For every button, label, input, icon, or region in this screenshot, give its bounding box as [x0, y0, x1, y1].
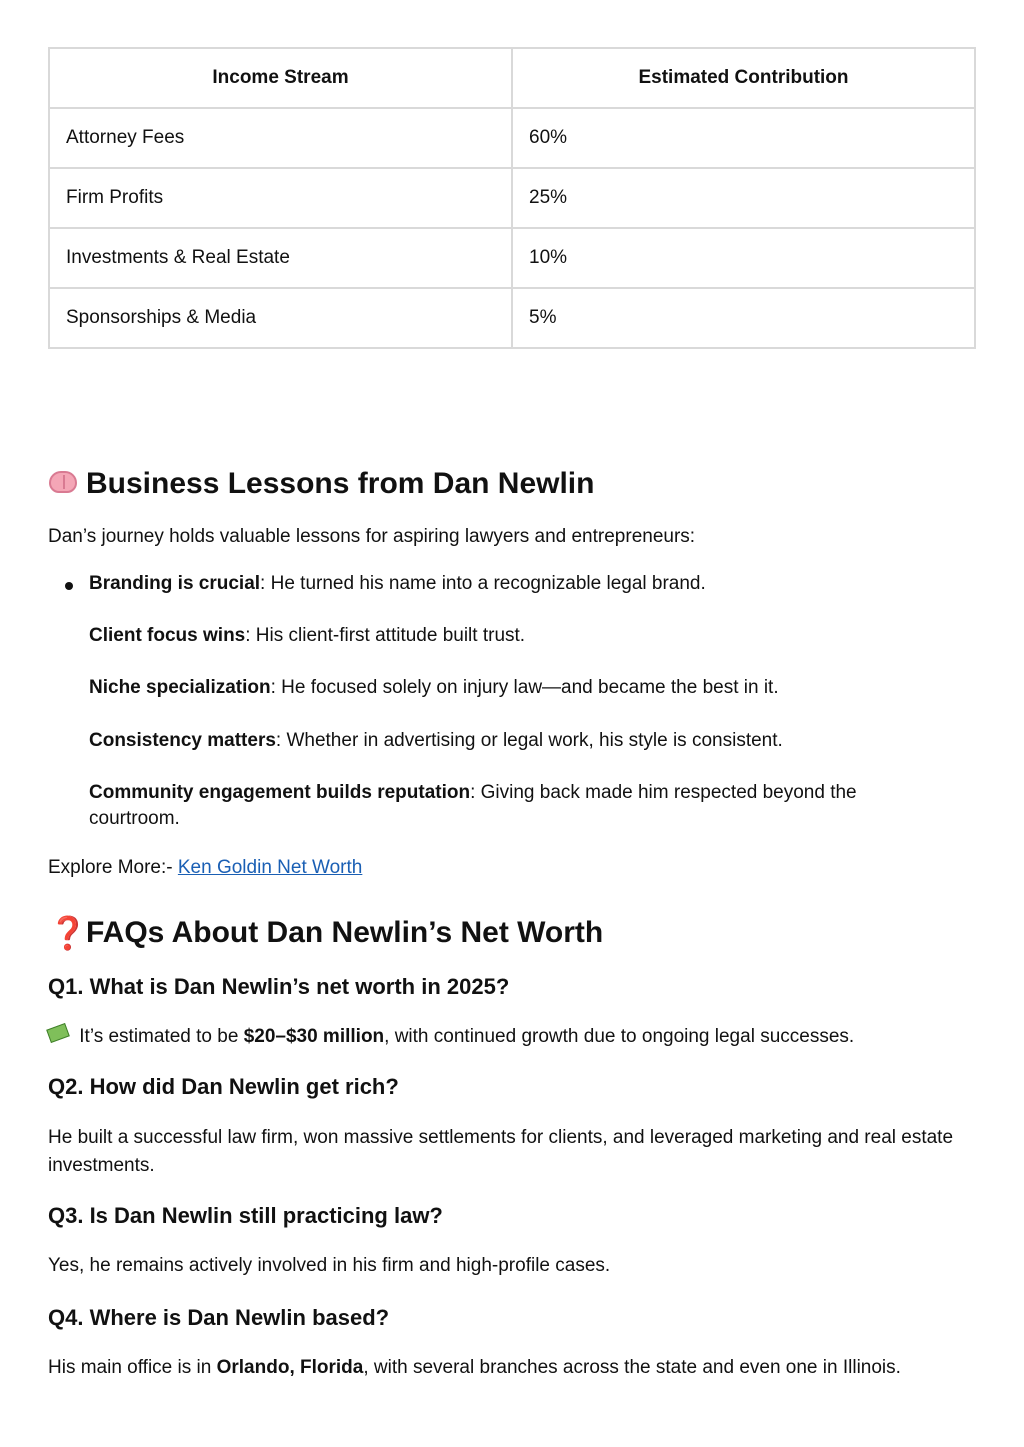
faq-heading: [48, 913, 603, 953]
lesson-text: : He focused solely on injury law—and became the best in it.: [270, 677, 779, 698]
faq-answer: He built a successful law firm, won massive settlements for clients, and leveraged marketing and real estate investments.: [48, 1127, 954, 1176]
lesson-text: : He turned his name into a recognizable legal brand.: [260, 573, 706, 594]
answer-bold: $20–$30 million: [243, 1026, 385, 1047]
list-item: [89, 780, 949, 832]
answer-pre: It’s estimated to be: [74, 1026, 244, 1047]
contribution-cell: 25%: [512, 168, 975, 228]
faq-answer: [48, 1354, 976, 1382]
lesson-term: Branding is crucial: [89, 573, 261, 594]
table-row: [49, 108, 975, 168]
faq-answer: Yes, he remains actively involved in his firm and high-profile cases.: [48, 1255, 611, 1276]
faq-question: Q4. Where is Dan Newlin based?: [48, 1305, 390, 1330]
contribution-cell: 5%: [512, 288, 975, 348]
lesson-text: : Whether in advertising or legal work, his style is consistent.: [275, 730, 783, 751]
lesson-text: : Giving back made him respected beyond the courtroom.: [89, 782, 857, 829]
document-page: [48, 47, 976, 1378]
table-row: [49, 228, 975, 288]
money-with-wings-icon: [46, 1023, 70, 1043]
faq-answer: [48, 1023, 976, 1051]
income-table: [48, 47, 976, 349]
brain-icon: [48, 464, 78, 504]
answer-post: , with continued growth due to ongoing legal successes.: [384, 1026, 855, 1047]
list-item: [89, 675, 949, 701]
income-stream-cell: Attorney Fees: [49, 108, 512, 168]
faq-question: Q1. What is Dan Newlin’s net worth in 2025?: [48, 974, 510, 999]
faq-question: Q3. Is Dan Newlin still practicing law?: [48, 1203, 443, 1228]
table-header-row: [49, 48, 975, 108]
income-stream-cell: Sponsorships & Media: [49, 288, 512, 348]
list-item: [89, 571, 949, 597]
income-stream-cell: Investments & Real Estate: [49, 228, 512, 288]
list-item: [89, 728, 949, 754]
explore-more: [48, 854, 976, 882]
lesson-term: Niche specialization: [89, 677, 271, 698]
answer-post: , with several branches across the state and even one in Illinois.: [363, 1357, 901, 1378]
answer-pre: His main office is in: [48, 1357, 217, 1378]
lesson-term: Consistency matters: [89, 730, 276, 751]
faq-title: FAQs About Dan Newlin’s Net Worth: [86, 916, 604, 949]
lessons-intro: Dan’s journey holds valuable lessons for aspiring lawyers and entrepreneurs:: [48, 526, 696, 547]
faq-question: Q2. How did Dan Newlin get rich?: [48, 1074, 399, 1099]
lesson-text: : His client-first attitude built trust.: [245, 625, 526, 646]
table-row: [49, 288, 975, 348]
bullet-icon: [65, 582, 73, 590]
table-row: [49, 168, 975, 228]
explore-prefix: Explore More:-: [48, 857, 178, 878]
lesson-term: Client focus wins: [89, 625, 246, 646]
income-stream-cell: Firm Profits: [49, 168, 512, 228]
contribution-cell: 60%: [512, 108, 975, 168]
lessons-title: Business Lessons from Dan Newlin: [86, 467, 595, 500]
answer-bold: Orlando, Florida: [216, 1357, 364, 1378]
list-item: [89, 623, 949, 649]
lesson-term: Community engagement builds reputation: [89, 782, 471, 803]
ken-goldin-link[interactable]: Ken Goldin Net Worth: [177, 857, 363, 878]
question-mark-icon: ❓: [48, 915, 88, 951]
header-estimated-contribution: Estimated Contribution: [512, 48, 975, 108]
contribution-cell: 10%: [512, 228, 975, 288]
header-income-stream: Income Stream: [49, 48, 512, 108]
lessons-heading: [48, 464, 594, 504]
